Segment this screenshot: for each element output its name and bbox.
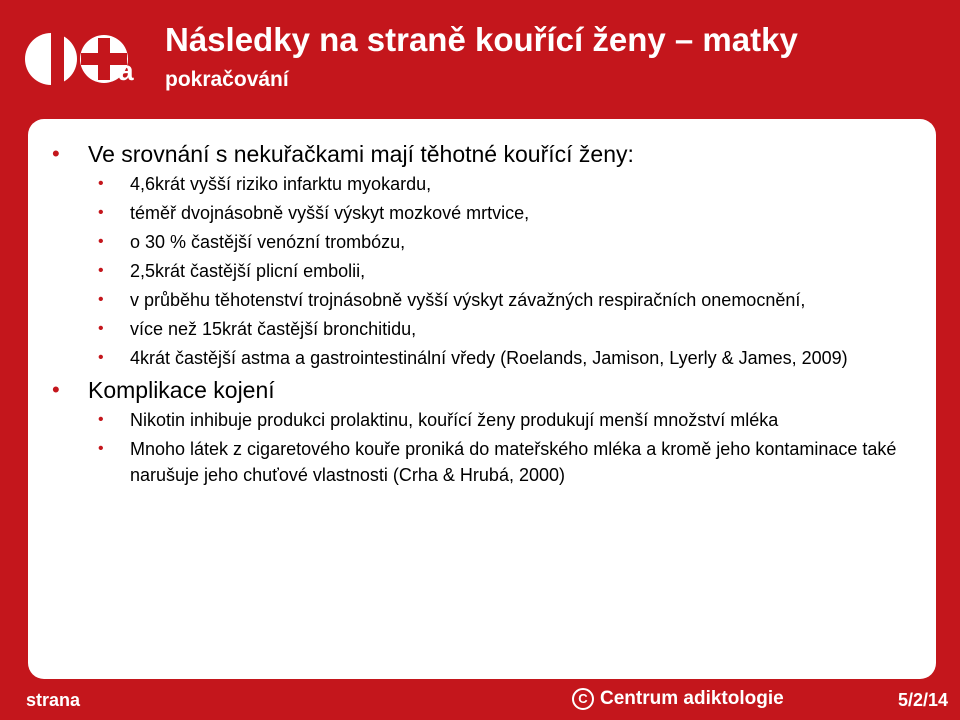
bullet-icon: • [98, 291, 104, 308]
list-item: • 4,6krát vyšší riziko infarktu myokardu, [46, 171, 918, 197]
bullet-list [46, 139, 918, 492]
list-item: • 4krát častější astma a gastrointestinální vředy (Roelands, Jamison, Lyerly & James, 2009) [46, 345, 918, 371]
list-item: • v průběhu těhotenství trojnásobně vyšší výskyt závažných respiračních onemocnění, [46, 287, 918, 313]
list-item: • o 30 % častější venózní trombózu, [46, 229, 918, 255]
bullet-icon: • [52, 141, 60, 166]
list-item: • více než 15krát častější bronchitidu, [46, 316, 918, 342]
bullet-icon: • [98, 175, 104, 192]
copyright-icon: C [572, 688, 594, 710]
list-item: • Mnoho látek z cigaretového kouře proniká do mateřského mléka a kromě jeho kontaminace také narušuje jeho chuťové vlastnosti (Crha & Hrubá, 2000) [46, 436, 918, 488]
bullet-icon: • [98, 204, 104, 221]
bullet-icon: • [98, 349, 104, 366]
bullet-icon: • [98, 320, 104, 337]
list-item: • Ve srovnání s nekuřačkami mají těhotné kouřící ženy: [52, 141, 634, 167]
page-title: Následky na straně kouřící ženy – matky [165, 21, 798, 58]
bullet-icon: • [52, 377, 60, 402]
page-subtitle: pokračování [165, 68, 289, 91]
list-item: • 2,5krát častější plicní embolii, [46, 258, 918, 284]
bullet-icon: • [98, 262, 104, 279]
slide-date: 5/2/14 [897, 690, 948, 710]
bullet-icon: • [98, 440, 104, 457]
page-label: strana [26, 690, 81, 710]
content-panel [28, 119, 936, 679]
list-item: • téměř dvojnásobně vyšší výskyt mozkové mrtvice, [46, 200, 918, 226]
organization-name: C Centrum adiktologie [572, 688, 784, 710]
bullet-icon: • [98, 411, 104, 428]
cea-logo [24, 32, 132, 86]
list-item: • Komplikace kojení [52, 377, 275, 403]
bullet-icon: • [98, 233, 104, 250]
list-item: • Nikotin inhibuje produkci prolaktinu, kouřící ženy produkují menší množství mléka [46, 407, 918, 433]
svg-text:a: a [118, 55, 134, 86]
